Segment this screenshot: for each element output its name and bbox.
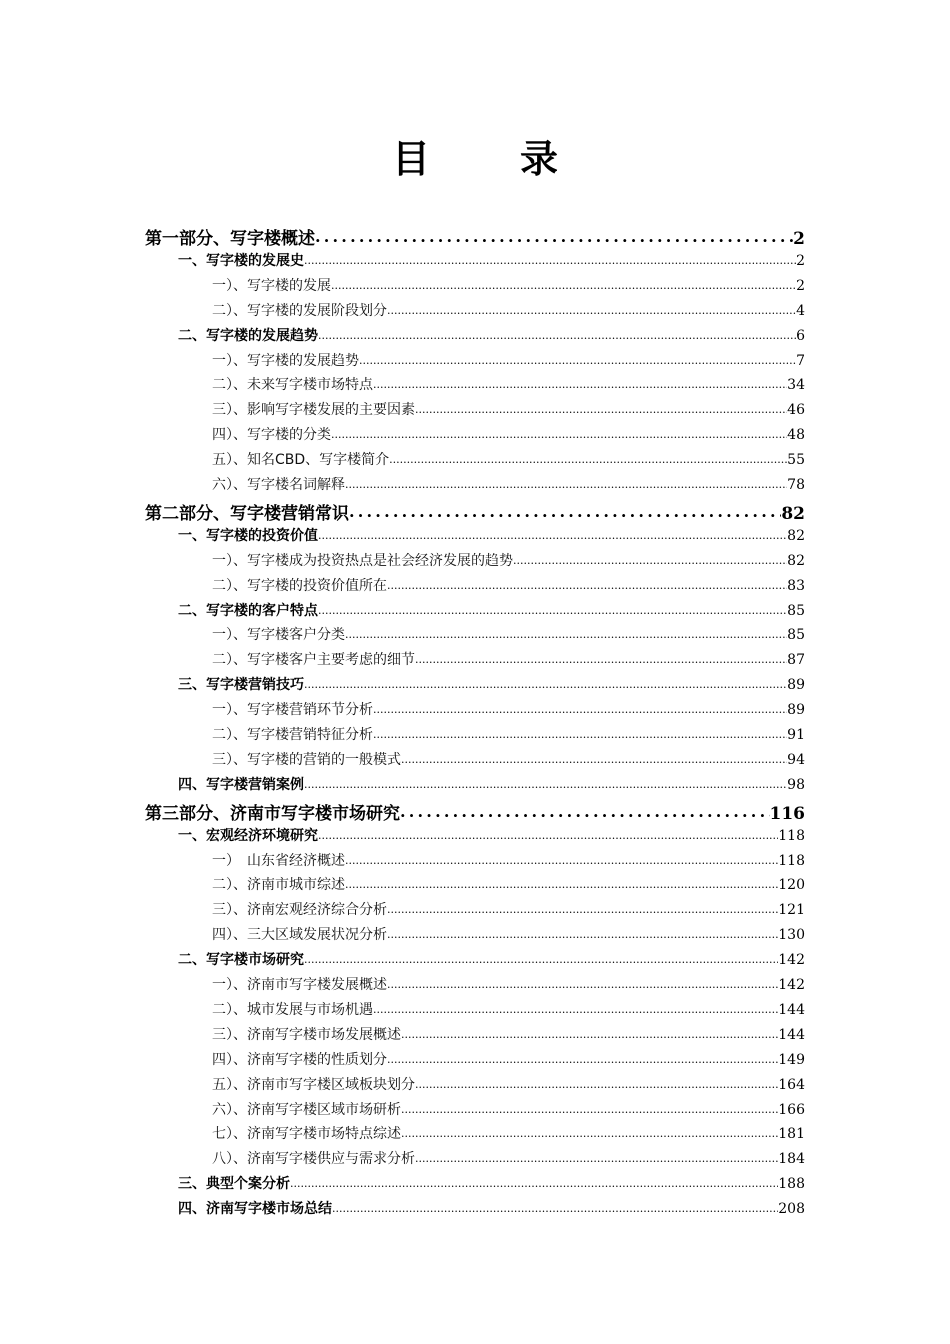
toc-entry-label: 三）、济南宏观经济综合分析 — [212, 902, 387, 919]
toc-entry[interactable] — [145, 350, 805, 375]
toc-leader-dots — [304, 251, 796, 265]
toc-entry[interactable] — [145, 449, 805, 474]
toc-page-number: 98 — [787, 776, 805, 793]
toc-page-number: 188 — [778, 1176, 805, 1193]
toc-leader-dots — [415, 400, 787, 414]
toc-leader-dots — [345, 851, 778, 865]
table-of-contents — [145, 224, 805, 1223]
toc-page-number: 89 — [787, 702, 805, 719]
toc-leader-dots — [318, 526, 787, 540]
toc-page-number: 91 — [787, 727, 805, 744]
toc-page-number: 208 — [778, 1201, 805, 1218]
toc-leader-dots — [389, 450, 787, 464]
toc-entry-label: 二）、未来写字楼市场特点 — [212, 377, 373, 394]
toc-entry-label: 四、济南写字楼市场总结 — [178, 1201, 332, 1218]
toc-entry-label: 五）、知名CBD、写字楼简介 — [212, 452, 390, 469]
toc-entry-label: 第三部分、济南市写字楼市场研究 — [145, 803, 400, 824]
toc-entry-label: 六）、写字楼名词解释 — [212, 477, 345, 494]
toc-entry-label: 二、写字楼市场研究 — [178, 952, 304, 969]
toc-leader-dots — [373, 725, 787, 739]
toc-entry-label: 二、写字楼的发展趋势 — [178, 327, 318, 344]
toc-leader-dots — [304, 675, 787, 689]
toc-leader-dots — [387, 301, 796, 315]
toc-entry-label: 四、写字楼营销案例 — [178, 776, 304, 793]
toc-entry[interactable] — [145, 374, 805, 399]
toc-entry-label: 三）、写字楼的营销的一般模式 — [212, 751, 401, 768]
toc-entry[interactable] — [145, 674, 805, 699]
toc-entry-label: 六）、济南写字楼区域市场研析 — [212, 1101, 401, 1118]
toc-entry[interactable] — [145, 550, 805, 575]
toc-entry-label: 七）、济南写字楼市场特点综述 — [212, 1126, 401, 1143]
toc-entry[interactable] — [145, 300, 805, 325]
toc-leader-dots — [318, 826, 778, 840]
toc-title: 目 录 — [391, 137, 584, 181]
toc-leader-dots — [415, 1075, 778, 1089]
toc-page-number: 166 — [778, 1101, 805, 1118]
toc-page-number: 142 — [778, 977, 805, 994]
toc-page-number: 89 — [787, 677, 805, 694]
toc-leader-dots — [332, 1199, 778, 1213]
toc-entry-label: 二、写字楼的客户特点 — [178, 602, 318, 619]
toc-leader-dots — [387, 975, 778, 989]
toc-page-number: 144 — [778, 1026, 805, 1043]
toc-leader-dots — [373, 375, 787, 389]
toc-page-number: 82 — [781, 503, 805, 524]
toc-entry[interactable] — [145, 749, 805, 774]
toc-page-number: 4 — [796, 302, 805, 319]
toc-entry[interactable] — [145, 649, 805, 674]
toc-entry[interactable] — [145, 850, 805, 875]
toc-entry-label: 一）、济南市写字楼发展概述 — [212, 977, 387, 994]
toc-entry-label: 第二部分、写字楼营销常识 — [145, 503, 349, 524]
toc-entry[interactable] — [145, 499, 805, 525]
toc-page-number: 118 — [778, 827, 805, 844]
toc-leader-dots — [345, 625, 787, 639]
toc-leader-dots — [415, 1149, 778, 1163]
toc-entry-label: 四）、三大区域发展状况分析 — [212, 927, 387, 944]
toc-leader-dots — [400, 805, 770, 819]
toc-page-number: 87 — [787, 652, 805, 669]
toc-page-number: 121 — [778, 902, 805, 919]
toc-entry[interactable] — [145, 575, 805, 600]
toc-page-number: 2 — [793, 229, 805, 249]
toc-leader-dots — [349, 505, 781, 519]
toc-entry[interactable] — [145, 399, 805, 424]
toc-entry-label: 一、写字楼的投资价值 — [178, 527, 318, 544]
toc-entry[interactable] — [145, 224, 805, 250]
toc-leader-dots — [304, 950, 778, 964]
toc-entry[interactable] — [145, 474, 805, 499]
toc-page-number: 144 — [778, 1001, 805, 1018]
toc-page-number: 116 — [769, 803, 805, 824]
toc-page-number: 83 — [787, 577, 805, 594]
toc-entry-label: 三、典型个案分析 — [178, 1176, 290, 1193]
toc-entry[interactable] — [145, 424, 805, 449]
toc-leader-dots — [373, 700, 787, 714]
toc-entry[interactable] — [145, 924, 805, 949]
toc-page-number: 78 — [787, 477, 805, 494]
toc-leader-dots — [387, 576, 787, 590]
toc-page-number: 34 — [787, 377, 805, 394]
toc-page-number: 48 — [787, 427, 805, 444]
toc-leader-dots — [304, 775, 787, 789]
toc-entry-label: 一）、写字楼客户分类 — [212, 627, 345, 644]
toc-entry-label: 第一部分、写字楼概述 — [145, 229, 315, 249]
toc-leader-dots — [387, 925, 778, 939]
toc-entry-label: 二）、写字楼的投资价值所在 — [212, 577, 387, 594]
toc-entry[interactable] — [145, 1148, 805, 1173]
toc-page-number: 85 — [787, 602, 805, 619]
toc-entry-label: 一）、写字楼的发展 — [212, 277, 331, 294]
toc-leader-dots — [331, 276, 796, 290]
toc-entry[interactable] — [145, 1123, 805, 1148]
toc-entry[interactable] — [145, 899, 805, 924]
toc-entry-label: 二）、写字楼的发展阶段划分 — [212, 302, 387, 319]
toc-leader-dots — [315, 230, 793, 244]
toc-entry-label: 一）、写字楼营销环节分析 — [212, 702, 373, 719]
toc-page-number: 82 — [787, 552, 805, 569]
toc-page-number: 55 — [787, 452, 805, 469]
toc-entry-label: 二）、城市发展与市场机遇 — [212, 1001, 373, 1018]
toc-entry[interactable] — [145, 1074, 805, 1099]
toc-entry[interactable] — [145, 799, 805, 825]
toc-leader-dots — [401, 1100, 778, 1114]
toc-page-number: 184 — [778, 1151, 805, 1168]
toc-entry[interactable] — [145, 600, 805, 625]
toc-page-number: 120 — [778, 877, 805, 894]
toc-entry[interactable] — [145, 525, 805, 550]
toc-entry-label: 二）、写字楼营销特征分析 — [212, 727, 373, 744]
toc-entry-label: 一、写字楼的发展史 — [178, 253, 304, 269]
toc-entry-label: 四）、写字楼的分类 — [212, 427, 331, 444]
toc-entry[interactable] — [145, 699, 805, 724]
toc-entry[interactable] — [145, 1049, 805, 1074]
toc-leader-dots — [513, 551, 787, 565]
toc-entry[interactable] — [145, 325, 805, 350]
toc-page-number: 94 — [787, 751, 805, 768]
toc-page-number: 181 — [778, 1126, 805, 1143]
toc-entry[interactable] — [145, 1099, 805, 1124]
toc-leader-dots — [290, 1174, 778, 1188]
toc-leader-dots — [373, 1000, 778, 1014]
toc-entry[interactable] — [145, 774, 805, 799]
toc-page-number: 149 — [778, 1051, 805, 1068]
toc-entry[interactable] — [145, 1198, 805, 1223]
toc-entry-label: 二）、济南市城市综述 — [212, 877, 345, 894]
toc-leader-dots — [318, 326, 796, 340]
toc-page-number: 130 — [778, 927, 805, 944]
toc-leader-dots — [331, 425, 787, 439]
toc-page-number: 85 — [787, 627, 805, 644]
toc-entry[interactable] — [145, 275, 805, 300]
toc-entry[interactable] — [145, 974, 805, 999]
toc-leader-dots — [345, 875, 778, 889]
toc-entry[interactable] — [145, 825, 805, 850]
toc-entry-label: 一） 山东省经济概述 — [212, 852, 345, 869]
toc-leader-dots — [387, 900, 778, 914]
toc-page-number: 7 — [796, 352, 805, 369]
toc-leader-dots — [401, 1025, 778, 1039]
toc-page-number: 2 — [796, 253, 805, 269]
toc-leader-dots — [387, 1050, 778, 1064]
toc-entry[interactable] — [145, 1173, 805, 1198]
toc-entry-label: 二）、写字楼客户主要考虑的细节 — [212, 652, 415, 669]
toc-entry-label: 一、宏观经济环境研究 — [178, 827, 318, 844]
toc-entry-label: 四）、济南写字楼的性质划分 — [212, 1051, 387, 1068]
toc-entry-label: 三、写字楼营销技巧 — [178, 677, 304, 694]
toc-leader-dots — [318, 601, 787, 615]
toc-leader-dots — [345, 475, 787, 489]
toc-entry-label: 五）、济南市写字楼区域板块划分 — [212, 1076, 415, 1093]
toc-page-number: 164 — [778, 1076, 805, 1093]
toc-leader-dots — [401, 1124, 778, 1138]
toc-leader-dots — [359, 351, 796, 365]
toc-entry[interactable] — [145, 624, 805, 649]
toc-entry[interactable] — [145, 874, 805, 899]
toc-page-number: 46 — [787, 402, 805, 419]
toc-entry[interactable] — [145, 949, 805, 974]
toc-entry-label: 八）、济南写字楼供应与需求分析 — [212, 1151, 415, 1168]
toc-page-number: 2 — [796, 277, 805, 294]
toc-leader-dots — [401, 750, 787, 764]
toc-entry-label: 三）、影响写字楼发展的主要因素 — [212, 402, 415, 419]
toc-entry[interactable] — [145, 724, 805, 749]
toc-entry-label: 一）、写字楼成为投资热点是社会经济发展的趋势 — [212, 552, 513, 569]
toc-entry-label: 三）、济南写字楼市场发展概述 — [212, 1026, 401, 1043]
toc-entry-label: 一）、写字楼的发展趋势 — [212, 352, 359, 369]
toc-page-number: 118 — [778, 852, 805, 869]
toc-page-number: 82 — [787, 527, 805, 544]
toc-entry[interactable] — [145, 250, 805, 275]
toc-leader-dots — [415, 650, 787, 664]
toc-page-number: 142 — [778, 952, 805, 969]
toc-entry[interactable] — [145, 999, 805, 1024]
toc-entry[interactable] — [145, 1024, 805, 1049]
toc-page-number: 6 — [796, 327, 805, 344]
